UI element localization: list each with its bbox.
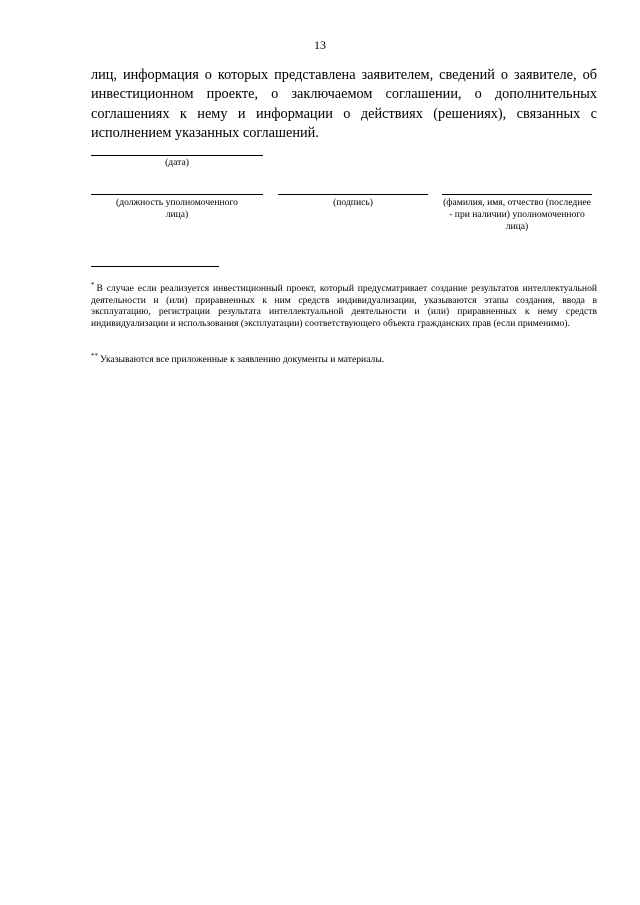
signature-caption: (подпись)	[333, 197, 373, 208]
position-line	[91, 194, 263, 195]
date-line	[91, 155, 263, 156]
name-caption: (фамилия, имя, отчество (последнее - при наличии) уполномоченного лица)	[443, 197, 591, 232]
position-caption: (должность уполномоченного лица)	[116, 197, 238, 220]
page-number: 13	[314, 38, 326, 52]
footnote-2-mark: **	[91, 352, 98, 360]
footnote-1-text: В случае если реализуется инвестиционный проект, который предусматривает создание результатов интеллектуальной деятельности и (или) приравненных к ним средств индивидуализации, указываются этапы создания, ввода в эксплуатацию, регистрации результата интеллектуальной деятельности и (или) приравненных к нему средств индивидуализации и использования (эксплуатации) соответствующего объекта гражданских прав (если применимо).	[91, 283, 597, 330]
footnote-2-text: Указываются все приложенные к заявлению документы и материалы.	[100, 354, 385, 365]
footnote-1	[91, 283, 597, 330]
date-caption: (дата)	[165, 157, 189, 168]
name-line	[442, 194, 592, 195]
footnote-1-mark: *	[91, 281, 95, 289]
footnote-2	[91, 354, 597, 366]
signature-line	[278, 194, 428, 195]
footnote-separator	[91, 266, 219, 267]
body-paragraph: лиц, информация о которых представлена заявителем, сведений о заявителе, об инвестиционном проекте, о заключаемом соглашении, о дополнительных соглашениях к нему и информации о действиях (решениях), связанных с исполнением указанных соглашений.	[91, 67, 597, 141]
